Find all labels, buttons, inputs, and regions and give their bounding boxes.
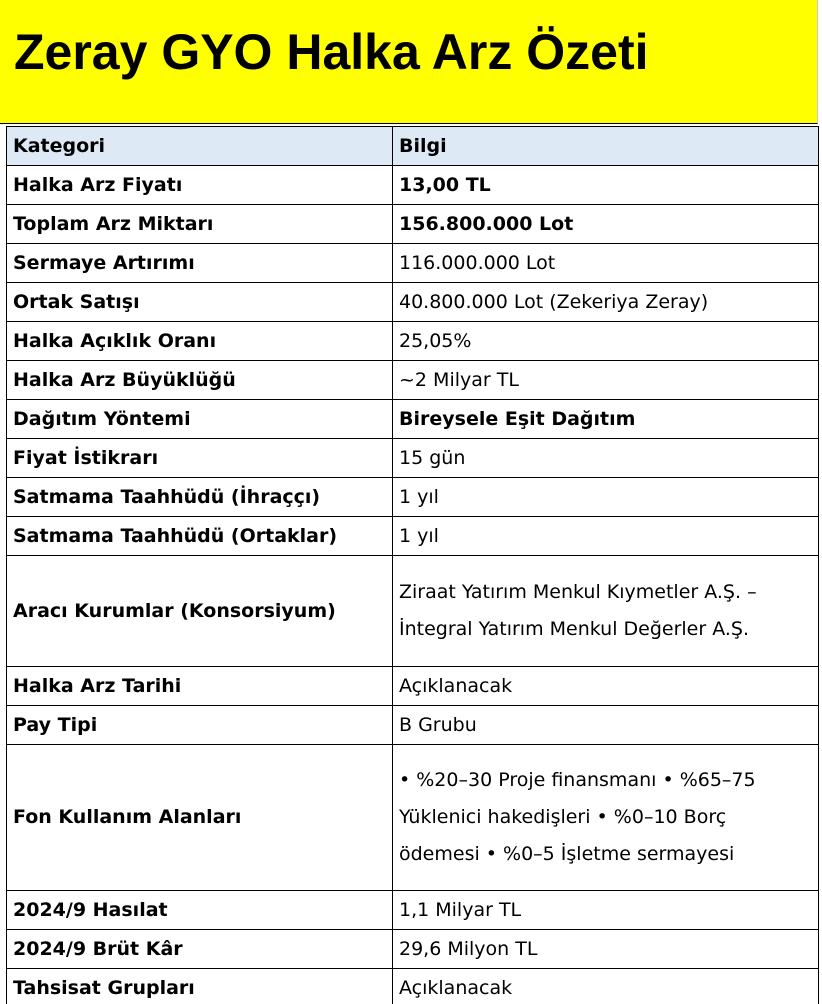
table-row xyxy=(7,439,819,478)
table-row xyxy=(7,969,819,1004)
ipo-summary-table xyxy=(6,126,819,1004)
row-category: Pay Tipi xyxy=(7,706,393,745)
row-value: 29,6 Milyon TL xyxy=(393,930,819,969)
row-value: 1 yıl xyxy=(393,478,819,517)
row-category: Dağıtım Yöntemi xyxy=(7,400,393,439)
row-category: Fiyat İstikrarı xyxy=(7,439,393,478)
table-row xyxy=(7,930,819,969)
row-category: Sermaye Artırımı xyxy=(7,244,393,283)
row-value: 40.800.000 Lot (Zekeriya Zeray) xyxy=(393,283,819,322)
title-banner xyxy=(0,0,818,124)
table-row xyxy=(7,244,819,283)
row-category: Toplam Arz Miktarı xyxy=(7,205,393,244)
row-category: Halka Arz Büyüklüğü xyxy=(7,361,393,400)
row-value: • %20–30 Proje finansmanı • %65–75 Yüklenici hakedişleri • %0–10 Borç ödemesi • %0–5 İşletme sermayesi xyxy=(393,745,819,891)
row-category: Halka Arz Fiyatı xyxy=(7,166,393,205)
table-row xyxy=(7,400,819,439)
table-row xyxy=(7,478,819,517)
row-value: Açıklanacak xyxy=(393,969,819,1004)
table-row xyxy=(7,745,819,891)
row-category: Ortak Satışı xyxy=(7,283,393,322)
row-category: Tahsisat Grupları xyxy=(7,969,393,1004)
table-row xyxy=(7,667,819,706)
table-row xyxy=(7,706,819,745)
table-row xyxy=(7,322,819,361)
row-value: ~2 Milyar TL xyxy=(393,361,819,400)
row-value: 25,05% xyxy=(393,322,819,361)
table-row xyxy=(7,891,819,930)
table-row xyxy=(7,283,819,322)
row-category: Halka Açıklık Oranı xyxy=(7,322,393,361)
row-category: Satmama Taahhüdü (İhraççı) xyxy=(7,478,393,517)
row-value: 1 yıl xyxy=(393,517,819,556)
row-category: Halka Arz Tarihi xyxy=(7,667,393,706)
row-category: Aracı Kurumlar (Konsorsiyum) xyxy=(7,556,393,667)
row-value: Açıklanacak xyxy=(393,667,819,706)
row-value: Ziraat Yatırım Menkul Kıymetler A.Ş. – İntegral Yatırım Menkul Değerler A.Ş. xyxy=(393,556,819,667)
row-value: Bireysele Eşit Dağıtım xyxy=(393,400,819,439)
row-value: 116.000.000 Lot xyxy=(393,244,819,283)
table-row xyxy=(7,361,819,400)
page-title: Zeray GYO Halka Arz Özeti xyxy=(14,24,649,80)
row-category: 2024/9 Hasılat xyxy=(7,891,393,930)
table-header-row xyxy=(7,127,819,166)
table-row xyxy=(7,517,819,556)
table-row xyxy=(7,166,819,205)
row-value: 156.800.000 Lot xyxy=(393,205,819,244)
column-header-category: Kategori xyxy=(7,127,393,166)
row-category: Satmama Taahhüdü (Ortaklar) xyxy=(7,517,393,556)
row-category: Fon Kullanım Alanları xyxy=(7,745,393,891)
column-header-info: Bilgi xyxy=(393,127,819,166)
row-value: 15 gün xyxy=(393,439,819,478)
row-value: B Grubu xyxy=(393,706,819,745)
table-row xyxy=(7,205,819,244)
row-value: 1,1 Milyar TL xyxy=(393,891,819,930)
row-category: 2024/9 Brüt Kâr xyxy=(7,930,393,969)
row-value: 13,00 TL xyxy=(393,166,819,205)
table-row xyxy=(7,556,819,667)
